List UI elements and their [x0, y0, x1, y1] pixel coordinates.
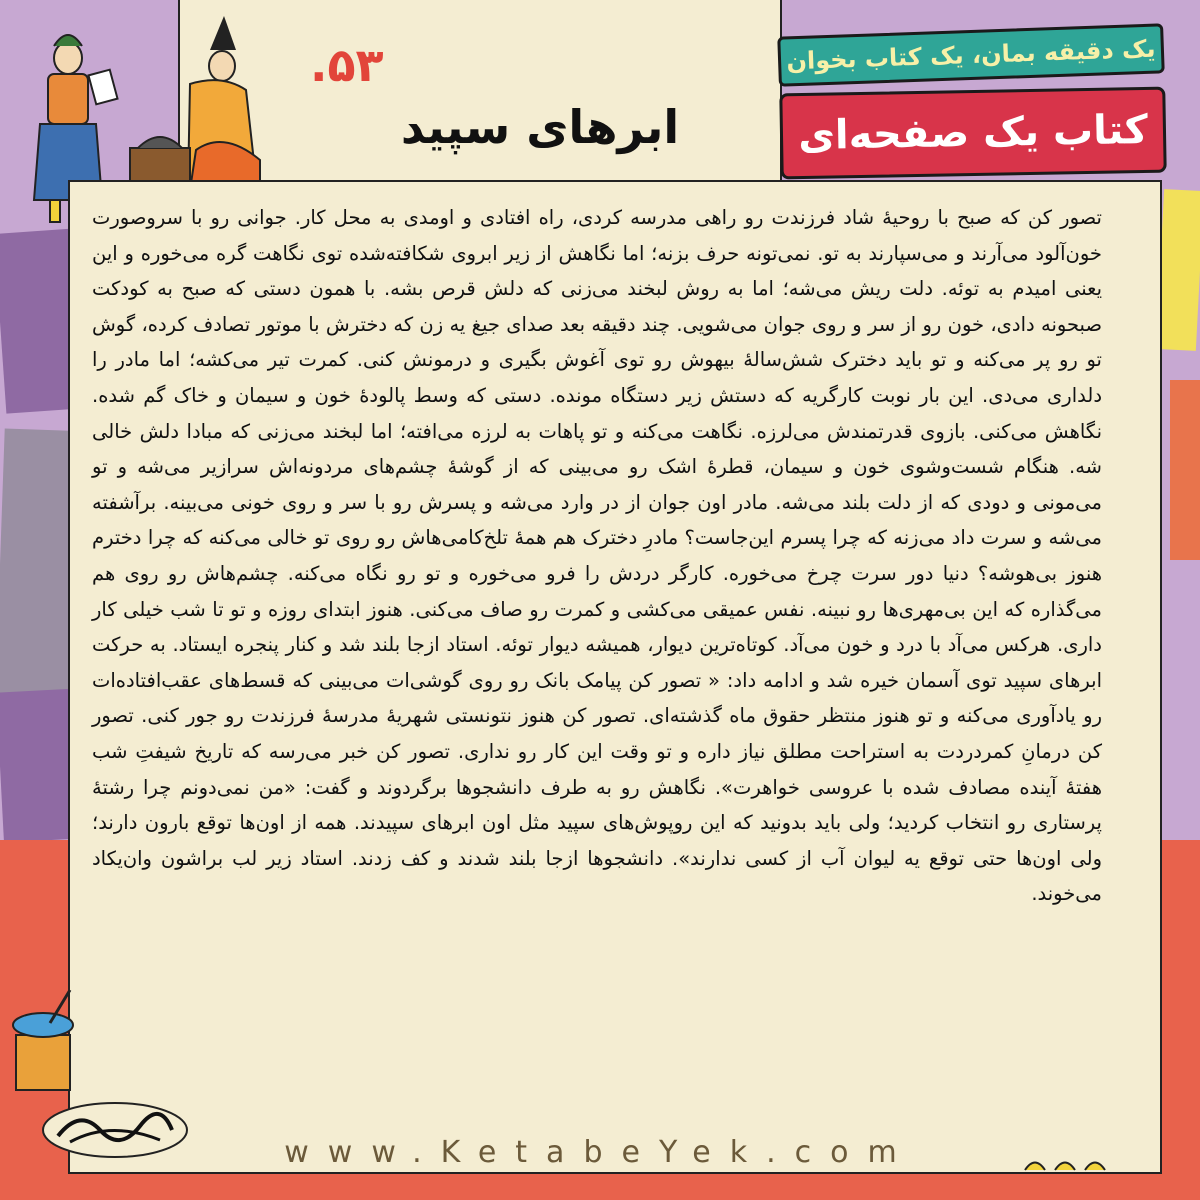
signature-logo-icon — [40, 1100, 190, 1160]
birds-decoration-icon — [1020, 1150, 1120, 1180]
tagline-banner — [777, 23, 1165, 86]
series-title: کتاب یک صفحه‌ای — [797, 106, 1149, 160]
background-strip-yellow — [1156, 189, 1200, 351]
website-url: www.KetabeYek.com — [284, 1135, 916, 1170]
tagline-text: یک دقیقه بمان، یک کتاب بخوان — [785, 34, 1157, 76]
page-number: ۵۳. — [310, 38, 384, 92]
background-strip-orange — [1170, 380, 1200, 560]
story-title: ابرهای سپید — [400, 100, 680, 154]
story-body-text: تصور کن که صبح با روحیهٔ شاد فرزندت رو راهی مدرسه کردی، راه افتادی و اومدی به محل کار. جوانی رو با سروصورت خون‌آلود می‌آرند و می‌سپارند به تو. نمی‌تونه حرف بزنه؛ اما نگاهش از زیر ابروی شکافته‌شده توی نگاهت گره می‌خوره و این یعنی امیدم به توئه. دلت ریش می‌شه؛ اما به روش لبخند می‌زنی که دلش قرص بشه. با همون دستی که صبح به کودکت صبحونه دادی، خون رو از سر و روی جوان می‌شویی. چند دقیقه بعد صدای جیغ یه زن که دخترش با موتور تصادف کرده، گوش تو رو پر می‌کنه و تو باید دخترک شش‌سالهٔ بیهوش رو توی آغوش بگیری و درمونش کنی. کمرت تیر می‌کشه؛ اما مادر را دلداری می‌دی. این بار نوبت کارگریه که دستش زیر دستگاه مونده. دستی که وسط پالودهٔ خون و سیمان و خاک گم شده. نگاهش می‌کنی. بازوی قدرتمندش می‌لرزه. نگاهت می‌کنه و تو پاهات به لرزه می‌افته؛ اما لبخند می‌زنی که مبادا دلش خالی شه. هنگام شست‌وشوی خون و سیمان، قطرهٔ اشک رو می‌بینی که از گوشهٔ چشم‌های مردونه‌اش سرازیر می‌شه و تو می‌مونی و دودی که از دلت بلند می‌شه. مادر اون جوان از در وارد می‌شه و پسرش رو با سر و روی خونی می‌بینه. برآشفته می‌شه و سرت داد می‌زنه که چرا پسرم این‌جاست؟ مادرِ دخترک هم همهٔ تلخ‌کامی‌هاش رو روی تو خالی می‌کنه که چرا دخترم هنوز بی‌هوشه؟ دنیا دور سرت چرخ می‌خوره. کارگر دردش را فرو می‌خوره و تو رو نگاه می‌کنه. چشم‌هاش رو روی هم می‌گذاره که این بی‌مهری‌ها رو نبینه. نفس عمیقی می‌کشی و کمرت رو صاف می‌کنی. هنوز ابتدای روزه و تو تا شب خیلی کار داری. هرکس می‌آد با درد و خون می‌آد. کوتاه‌ترین دیوار، همیشه دیوار توئه. استاد ازجا بلند شد و کنار پنجره ایستاد. به حرکت ابرهای سپید توی آسمان خیره شد و ادامه داد: « تصور کن پیامک بانک رو روی گوشی‌ات می‌بینی که قسط‌های عقب‌افتاده‌ات رو یادآوری می‌کنه و تو هنوز منتظر حقوق ماه گذشته‌ای. تصور کن هنوز نتونستی شهریهٔ مدرسهٔ فرزندت رو جور کنی. تصور کن درمانِ کمردردت به استراحت مطلق نیاز داره و تو وقت این کار رو نداری. تصور کن خبر می‌رسه که تاریخ شیفتِ شب هفتهٔ آینده مصادف شده با عروسی خواهرت». نگاهش رو به طرف دانشجوها برگردوند و گفت: «من نمی‌دونم چرا رشتهٔ پرستاری رو انتخاب کردید؛ ولی باید بدونید که این روپوش‌های سپید مثل اون ابرهای سپیدند. همه از اون‌ها توقع بارون دارند؛ ولی اون‌ها حتی توقع یه لیوان آب از کسی ندارند». دانشجوها ازجا بلند شدند و کف زدند. استاد زیر لب براشون وان‌یکاد می‌خوند. — [92, 206, 1102, 906]
series-banner — [779, 87, 1166, 180]
pot-illustration-icon — [8, 985, 78, 1095]
